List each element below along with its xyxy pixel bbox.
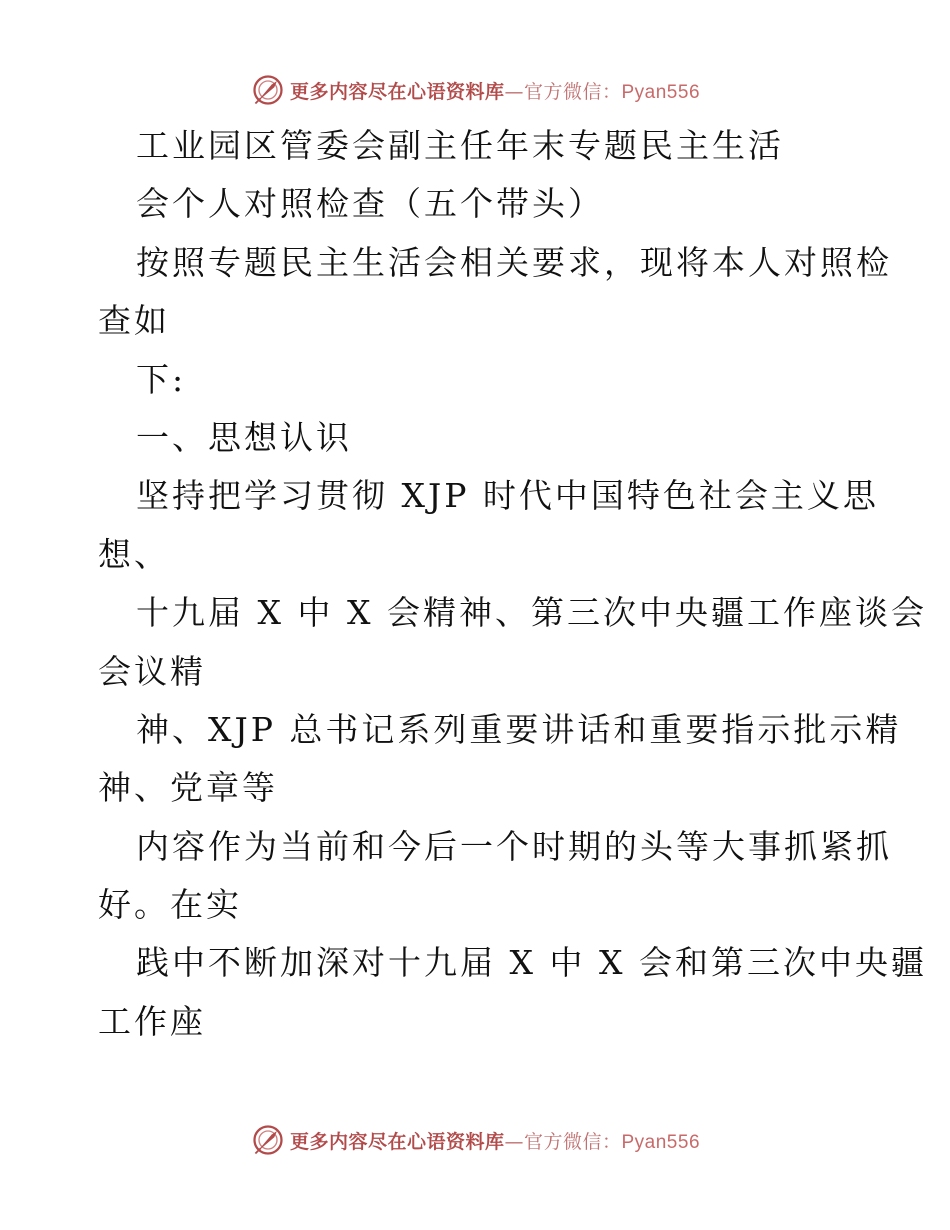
pen-nib-logo-icon [250,1122,286,1158]
watermark-sub-text: —官方微信： [504,1130,622,1153]
document-line: 好。在实 [98,885,242,925]
document-line: 坚持把学习贯彻 XJP 时代中国特色社会主义思 [136,476,879,516]
watermark-id-text: Pyan556 [621,1131,701,1153]
watermark-main-text: 更多内容尽在心语资料库 [289,80,505,103]
document-line: 查如 [98,301,170,341]
document-line: 一、思想认识 [136,417,352,457]
document-body [98,124,927,1058]
document-line: 想、 [98,534,170,574]
header-watermark [0,70,950,110]
document-line: 神、XJP 总书记系列重要讲话和重要指示批示精 [136,709,902,749]
watermark-id-text: Pyan556 [621,81,701,103]
document-line: 神、党章等 [98,768,278,808]
document-line: 内容作为当前和今后一个时期的头等大事抓紧抓 [136,826,892,866]
pen-nib-logo-icon [250,72,286,108]
document-line: 十九届 X 中 X 会精神、第三次中央疆工作座谈会 [136,593,927,633]
watermark-sub-text: —官方微信： [504,80,622,103]
document-line: 会议精 [98,651,206,691]
document-line: 工作座 [98,1001,206,1041]
document-line: 下: [136,359,187,399]
document-line: 会个人对照检查（五个带头） [136,184,604,224]
document-line: 工业园区管委会副主任年末专题民主生活 [136,126,784,165]
footer-watermark [0,1120,950,1160]
watermark-main-text: 更多内容尽在心语资料库 [289,1130,505,1153]
document-line: 按照专题民主生活会相关要求，现将本人对照检 [136,242,892,282]
document-line: 践中不断加深对十九届 X 中 X 会和第三次中央疆 [136,943,927,983]
